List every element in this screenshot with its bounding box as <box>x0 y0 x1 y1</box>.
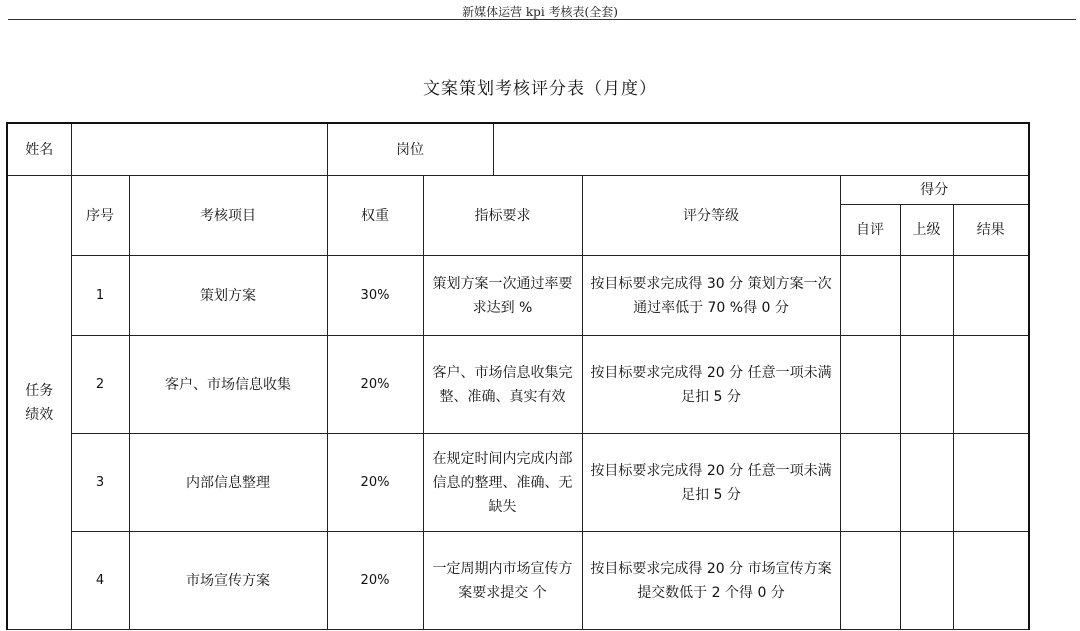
col-result: 结果 <box>953 205 1029 256</box>
row-weight: 20% <box>327 532 423 630</box>
row-grading: 按目标要求完成得 30 分 策划方案一次通过率低于 70 %得 0 分 <box>582 256 840 336</box>
col-item: 考核项目 <box>129 176 327 256</box>
row-weight: 20% <box>327 336 423 434</box>
row-superior-score[interactable] <box>900 336 953 434</box>
name-value <box>71 123 327 176</box>
row-requirement: 客户、市场信息收集完整、准确、真实有效 <box>423 336 582 434</box>
row-grading: 按目标要求完成得 20 分 任意一项未满足扣 5 分 <box>582 336 840 434</box>
row-seq: 2 <box>71 336 129 434</box>
row-superior-score[interactable] <box>900 532 953 630</box>
header-divider <box>8 19 1076 20</box>
row-superior-score[interactable] <box>900 434 953 532</box>
row-self-score[interactable] <box>840 336 900 434</box>
page-title: 文案策划考核评分表（月度） <box>423 79 657 99</box>
kpi-score-table <box>6 122 1030 630</box>
row-result-score[interactable] <box>953 434 1029 532</box>
row-requirement: 策划方案一次通过率要求达到 % <box>423 256 582 336</box>
info-row <box>7 123 1029 176</box>
row-weight: 20% <box>327 434 423 532</box>
document-header: 新媒体运营 kpi 考核表(全套) <box>462 5 618 19</box>
position-value <box>493 123 1029 176</box>
row-self-score[interactable] <box>840 256 900 336</box>
row-requirement: 一定周期内市场宣传方案要求提交 个 <box>423 532 582 630</box>
col-requirement: 指标要求 <box>423 176 582 256</box>
row-superior-score[interactable] <box>900 256 953 336</box>
row-item: 市场宣传方案 <box>129 532 327 630</box>
row-result-score[interactable] <box>953 256 1029 336</box>
row-requirement: 在规定时间内完成内部信息的整理、准确、无缺失 <box>423 434 582 532</box>
row-self-score[interactable] <box>840 434 900 532</box>
row-grading: 按目标要求完成得 20 分 任意一项未满足扣 5 分 <box>582 434 840 532</box>
row-seq: 3 <box>71 434 129 532</box>
col-grading: 评分等级 <box>582 176 840 256</box>
row-seq: 1 <box>71 256 129 336</box>
table-row <box>7 336 1029 434</box>
row-item: 策划方案 <box>129 256 327 336</box>
row-grading: 按目标要求完成得 20 分 市场宣传方案提交数低于 2 个得 0 分 <box>582 532 840 630</box>
col-weight: 权重 <box>327 176 423 256</box>
table-row <box>7 434 1029 532</box>
row-self-score[interactable] <box>840 532 900 630</box>
col-seq: 序号 <box>71 176 129 256</box>
col-score: 得分 <box>840 176 1029 205</box>
row-result-score[interactable] <box>953 336 1029 434</box>
name-label: 姓名 <box>7 123 71 176</box>
col-superior: 上级 <box>900 205 953 256</box>
row-result-score[interactable] <box>953 532 1029 630</box>
row-item: 客户、市场信息收集 <box>129 336 327 434</box>
row-item: 内部信息整理 <box>129 434 327 532</box>
table-row <box>7 532 1029 630</box>
table-row <box>7 256 1029 336</box>
row-seq: 4 <box>71 532 129 630</box>
col-self: 自评 <box>840 205 900 256</box>
row-weight: 30% <box>327 256 423 336</box>
category-cell: 任务 绩效 <box>7 176 71 630</box>
position-label: 岗位 <box>327 123 493 176</box>
header-row <box>7 176 1029 205</box>
